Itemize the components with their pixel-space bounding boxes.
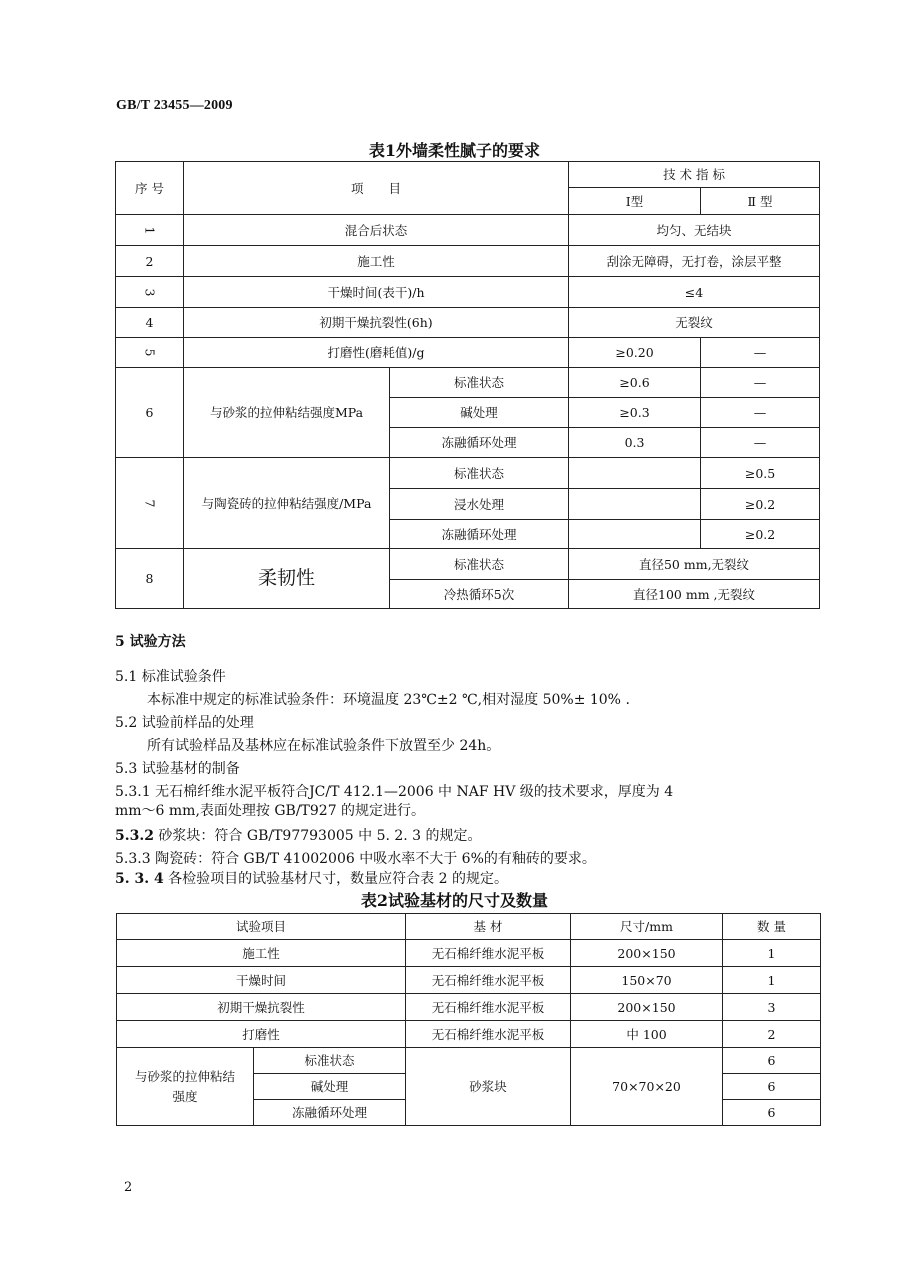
row6-sub3-name: 冻融循环处理 <box>390 428 569 458</box>
header-type2: Ⅱ 型 <box>701 188 820 215</box>
row6-sub1-type2: — <box>701 368 820 398</box>
row7-sub1-type2: ≥0.5 <box>701 458 820 489</box>
row8-seq: 8 <box>116 549 184 609</box>
table1 <box>115 161 820 609</box>
t2-group-sub3-name: 冻融循环处理 <box>254 1100 406 1126</box>
row6-sub2-name: 碱处理 <box>390 398 569 428</box>
t2-row4-base: 无石棉纤维水泥平板 <box>406 1021 571 1048</box>
t2-group-base: 砂浆块 <box>406 1048 571 1126</box>
t2-group-size: 70×70×20 <box>571 1048 723 1126</box>
row2-value: 刮涂无障碍，无打卷，涂层平整 <box>569 246 820 277</box>
section-5-2-title: 5.2 试验前样品的处理 <box>115 715 254 731</box>
t2-group-sub1-name: 标准状态 <box>254 1048 406 1074</box>
t2-row1-size: 200×150 <box>571 940 723 967</box>
section-5-3-4-number: 5. 3. 4 <box>115 871 164 887</box>
header-type1: I型 <box>569 188 701 215</box>
t2-row1-item: 施工性 <box>117 940 406 967</box>
standard-code: GB/T 23455—2009 <box>116 98 233 113</box>
t2-row1-qty: 1 <box>723 940 821 967</box>
section-5-1-body: 本标准中规定的标准试验条件：环境温度 23℃±2 ℃,相对湿度 50%± 10% . <box>147 692 630 708</box>
row7-sub3-type2: ≥0.2 <box>701 520 820 549</box>
row3-value: ≤4 <box>569 277 820 308</box>
t2-header-size: 尺寸/mm <box>571 914 723 940</box>
t2-header-qty: 数 量 <box>723 914 821 940</box>
t2-group-sub3-qty: 6 <box>723 1100 821 1126</box>
row7-sub2-name: 浸水处理 <box>390 489 569 520</box>
section-5-3-4 <box>115 870 508 888</box>
row7-sub3-type1 <box>569 520 701 549</box>
row6-item: 与砂浆的拉伸粘结强度MPa <box>184 368 390 458</box>
section-5-3-title: 5.3 试验基材的制备 <box>115 761 240 777</box>
row6-sub3-type2: — <box>701 428 820 458</box>
row7-sub3-name: 冻融循环处理 <box>390 520 569 549</box>
row8-sub1-value: 直径50 mm,无裂纹 <box>569 549 820 580</box>
t2-row1-base: 无石棉纤维水泥平板 <box>406 940 571 967</box>
row6-sub3-type1: 0.3 <box>569 428 701 458</box>
t2-row3-size: 200×150 <box>571 994 723 1021</box>
header-item: 项 目 <box>184 162 569 215</box>
row8-sub2-value: 直径100 mm ,无裂纹 <box>569 580 820 609</box>
section-5-3-2-number: 5.3.2 <box>115 828 154 844</box>
row1-value: 均匀、无结块 <box>569 215 820 246</box>
t2-row3-base: 无石棉纤维水泥平板 <box>406 994 571 1021</box>
row7-seq: 7 <box>141 499 157 507</box>
t2-row2-qty: 1 <box>723 967 821 994</box>
row6-seq: 6 <box>116 368 184 458</box>
section-5-3-4-text: 各检验项目的试验基材尺寸，数量应符合表 2 的规定。 <box>163 871 508 887</box>
t2-row2-size: 150×70 <box>571 967 723 994</box>
row5-type2: — <box>701 338 820 368</box>
table1-caption: 表1外墙柔性腻子的要求 <box>368 141 541 160</box>
row1-seq: 1 <box>141 226 157 234</box>
row4-seq: 4 <box>116 308 184 338</box>
row1-item: 混合后状态 <box>184 215 569 246</box>
row6-sub1-name: 标准状态 <box>390 368 569 398</box>
row2-seq: 2 <box>116 246 184 277</box>
row6-sub2-type1: ≥0.3 <box>569 398 701 428</box>
t2-group-sub1-qty: 6 <box>723 1048 821 1074</box>
section-5-2-body: 所有试验样品及基林应在标准试验条件下放置至少 24h。 <box>147 738 501 754</box>
section-5-1-title: 5.1 标准试验条件 <box>115 669 226 685</box>
t2-row4-qty: 2 <box>723 1021 821 1048</box>
t2-row2-item: 干燥时间 <box>117 967 406 994</box>
row8-sub1-name: 标准状态 <box>390 549 569 580</box>
t2-header-item: 试验项目 <box>117 914 406 940</box>
row3-seq: 3 <box>141 288 157 296</box>
t2-group-sub2-qty: 6 <box>723 1074 821 1100</box>
row7-sub2-type2: ≥0.2 <box>701 489 820 520</box>
row7-item: 与陶瓷砖的拉伸粘结强度/MPa <box>184 458 390 549</box>
t2-row4-size: 中 100 <box>571 1021 723 1048</box>
row7-sub1-type1 <box>569 458 701 489</box>
row6-sub1-type1: ≥0.6 <box>569 368 701 398</box>
t2-row3-item: 初期干燥抗裂性 <box>117 994 406 1021</box>
section-5-3-2 <box>115 827 482 845</box>
row4-value: 无裂纹 <box>569 308 820 338</box>
t2-row2-base: 无石棉纤维水泥平板 <box>406 967 571 994</box>
t2-header-base: 基 材 <box>406 914 571 940</box>
table2 <box>116 913 821 1126</box>
row8-item: 柔韧性 <box>184 549 390 609</box>
row7-sub1-name: 标准状态 <box>390 458 569 489</box>
t2-group-sub2-name: 碱处理 <box>254 1074 406 1100</box>
section-5-3-1-line2: mm～6 mm,表面处理按 GB/T927 的规定进行。 <box>115 803 426 819</box>
row2-item: 施工性 <box>184 246 569 277</box>
row4-item: 初期干燥抗裂性(6h) <box>184 308 569 338</box>
row3-item: 干燥时间(表干)/h <box>184 277 569 308</box>
row5-item: 打磨性(磨耗值)/g <box>184 338 569 368</box>
t2-row3-qty: 3 <box>723 994 821 1021</box>
page-number: 2 <box>124 1180 133 1195</box>
section-5-title: 5 试验方法 <box>115 634 186 650</box>
table2-caption: 表2试验基材的尺寸及数量 <box>360 891 549 910</box>
section-5-3-1-line1: 5.3.1 无石棉纤维水泥平板符合JC/T 412.1—2006 中 NAF HV 级的技术要求，厚度为 4 <box>115 784 674 800</box>
header-spec: 技 术 指 标 <box>569 162 820 188</box>
t2-group-item: 与砂浆的拉伸粘结强度 <box>117 1048 254 1126</box>
row7-sub2-type1 <box>569 489 701 520</box>
section-5-3-3: 5.3.3 陶瓷砖：符合 GB/T 41002006 中吸水率不大于 6%的有釉砖的要求。 <box>115 851 596 867</box>
row8-sub2-name: 冷热循环5次 <box>390 580 569 609</box>
row5-type1: ≥0.20 <box>569 338 701 368</box>
row6-sub2-type2: — <box>701 398 820 428</box>
section-5-3-2-text: 砂浆块：符合 GB/T97793005 中 5. 2. 3 的规定。 <box>153 828 482 844</box>
row5-seq: 5 <box>141 348 157 357</box>
header-seq: 序 号 <box>116 162 184 215</box>
t2-row4-item: 打磨性 <box>117 1021 406 1048</box>
